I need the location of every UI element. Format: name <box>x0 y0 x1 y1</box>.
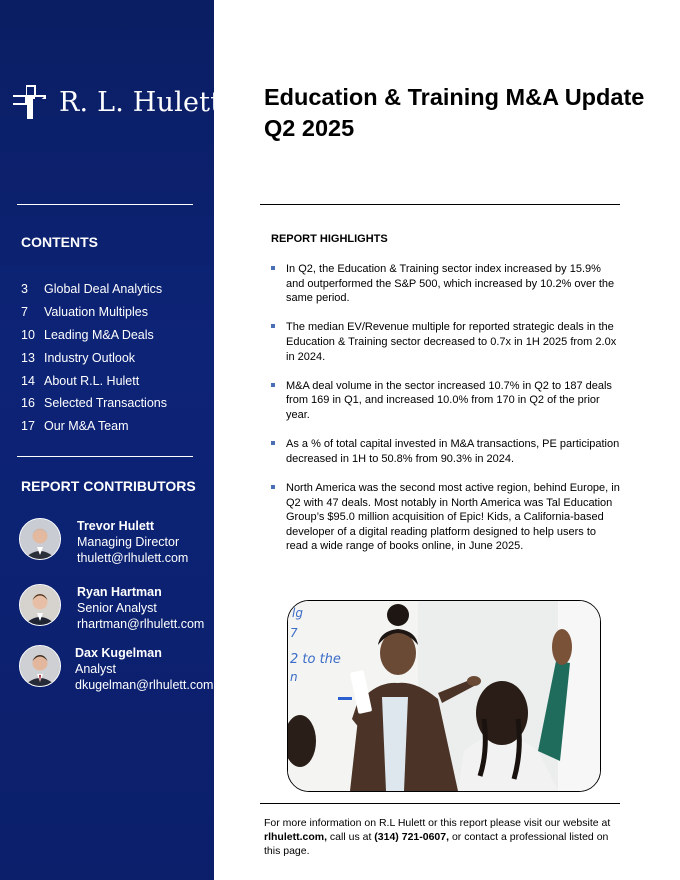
contents-page-number: 17 <box>21 419 35 434</box>
highlight-bullet: In Q2, the Education & Training sector index increased by 15.9% and outperformed the S&P 500, which increased by 10.2% over the same period. <box>271 262 621 306</box>
svg-text:n: n <box>290 670 298 684</box>
page-title <box>264 82 664 144</box>
contents-item[interactable] <box>21 346 167 369</box>
highlight-bullet: North America was the second most active region, behind Europe, in Q2 with 47 deals. Most notably in North America was Tal Education Group’s $95.0 million acquisition of Epic! Kids, a California-based developer of a digital reading platform designed to help users to read a wide range of books online, in June 2025. <box>271 481 621 554</box>
contributor-title: Senior Analyst <box>77 601 157 615</box>
contributor-info <box>77 584 204 632</box>
avatar <box>19 645 61 687</box>
classroom-photo <box>287 600 601 792</box>
contents-page-number: 3 <box>21 282 28 297</box>
sidebar-divider <box>17 456 193 457</box>
contents-page-number: 14 <box>21 373 35 388</box>
brand-logo[interactable] <box>13 84 221 120</box>
contents-item-label: About R.L. Hulett <box>44 373 140 388</box>
footer-text: or contact a professional listed on this page. <box>264 831 609 857</box>
contributor-card <box>19 645 213 693</box>
contents-heading: CONTENTS <box>21 234 98 250</box>
highlight-bullet: The median EV/Revenue multiple for reported strategic deals in the Education & Training sector decreased to 0.7x in 1H 2025 from 2.0x in 2024. <box>271 320 621 364</box>
avatar <box>19 584 61 626</box>
highlights-heading: REPORT HIGHLIGHTS <box>271 233 388 245</box>
title-line-1: Education & Training M&A Update <box>264 84 645 110</box>
highlight-bullet: M&A deal volume in the sector increased 10.7% in Q2 to 187 deals from 169 in Q1, and increased 10.0% from 170 in Q2 of the prior year. <box>271 379 621 423</box>
contributor-email[interactable]: rhartman@rlhulett.com <box>77 617 205 631</box>
svg-text:lg: lg <box>292 606 303 620</box>
svg-text:7: 7 <box>290 626 298 640</box>
footer-text: For more information on R.L Hulett or this report please visit our website at <box>264 817 611 829</box>
sidebar-divider <box>17 204 193 205</box>
highlights-list <box>271 262 621 568</box>
contents-item[interactable] <box>21 301 167 324</box>
contents-item[interactable] <box>21 324 167 347</box>
avatar <box>19 518 61 560</box>
contents-item[interactable] <box>21 369 167 392</box>
contents-page-number: 16 <box>21 396 35 411</box>
contents-item-label: Selected Transactions <box>44 396 167 411</box>
contributor-email[interactable]: dkugelman@rlhulett.com <box>75 678 214 692</box>
sidebar <box>0 0 222 880</box>
svg-text:2 to the: 2 to the <box>290 652 341 667</box>
contents-list <box>21 278 167 438</box>
contributors-heading: REPORT CONTRIBUTORS <box>21 478 196 494</box>
contents-item-label: Global Deal Analytics <box>44 282 163 297</box>
highlight-bullet: As a % of total capital invested in M&A transactions, PE participation decreased in 1H to 50.8% from 90.3% in 2024. <box>271 437 621 466</box>
contributor-name: Dax Kugelman <box>75 646 162 660</box>
contents-page-number: 7 <box>21 305 28 320</box>
website-link[interactable]: rlhulett.com, <box>264 831 328 843</box>
contents-item[interactable] <box>21 415 167 438</box>
contents-item-label: Industry Outlook <box>44 350 136 365</box>
contents-item[interactable] <box>21 392 167 415</box>
brand-name: R. L. Hulett <box>59 86 222 118</box>
contents-item[interactable] <box>21 278 167 301</box>
contributor-name: Ryan Hartman <box>77 585 162 599</box>
contents-item-label: Leading M&A Deals <box>44 327 154 342</box>
contributor-name: Trevor Hulett <box>77 519 155 533</box>
title-line-2: Q2 2025 <box>264 115 355 141</box>
footer-divider <box>260 803 620 804</box>
phone-number[interactable]: (314) 721-0607, <box>374 831 450 843</box>
contents-item-label: Valuation Multiples <box>44 305 148 320</box>
contributor-email[interactable]: thulett@rlhulett.com <box>77 551 189 565</box>
contributor-info <box>77 518 188 566</box>
contributor-title: Analyst <box>75 662 116 676</box>
contributor-card <box>19 584 204 632</box>
contributor-info <box>75 645 213 693</box>
contents-item-label: Our M&A Team <box>44 419 129 434</box>
contributor-card <box>19 518 188 566</box>
rlh-logo-icon <box>13 85 47 119</box>
footer-text: call us at <box>327 831 375 843</box>
title-divider <box>260 204 620 205</box>
contents-page-number: 10 <box>21 327 35 342</box>
contents-page-number: 13 <box>21 350 35 365</box>
footer-contact <box>264 816 620 858</box>
contributor-title: Managing Director <box>77 535 180 549</box>
